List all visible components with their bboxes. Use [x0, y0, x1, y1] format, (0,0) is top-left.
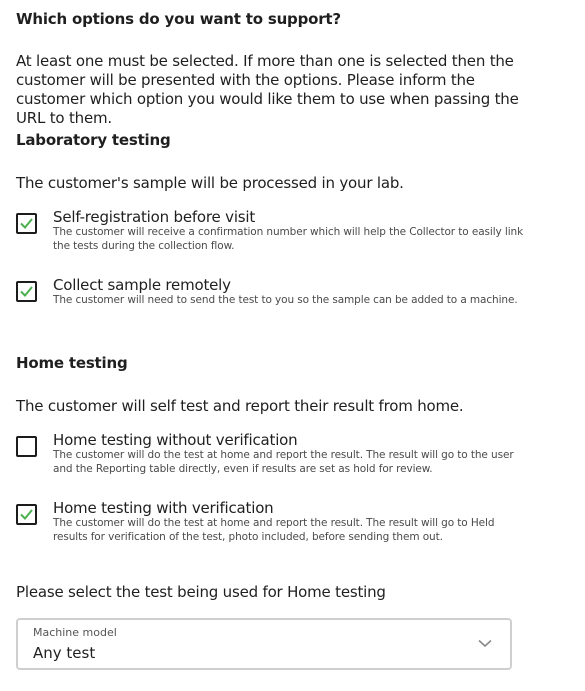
support-title: Which options do you want to support?: [16, 10, 341, 28]
collect-remotely-label: Collect sample remotely: [53, 276, 231, 294]
checkmark-icon: [19, 216, 34, 231]
machine-model-label: Machine model: [33, 626, 117, 639]
home-without-verification-checkbox[interactable]: [16, 436, 37, 457]
collect-remotely-description: The customer will need to send the test to you so the sample can be added to a machine.: [53, 294, 518, 306]
home-without-verification-label: Home testing without verification: [53, 431, 298, 449]
machine-model-select[interactable]: [16, 618, 512, 670]
self-registration-description: The customer will receive a confirmation number which will help the Collector to easily link the tests during the collection flow.: [53, 226, 524, 252]
home-testing-description: The customer will self test and report their result from home.: [16, 397, 464, 415]
self-registration-checkbox[interactable]: [16, 213, 37, 234]
home-with-verification-checkbox[interactable]: [16, 504, 37, 525]
machine-model-value: Any test: [33, 644, 96, 662]
home-with-verification-label: Home testing with verification: [53, 499, 274, 517]
support-description: At least one must be selected. If more than one is selected then the customer will be presented with the options. Please inform the customer which option you would like them to use when passing the URL to them.: [16, 52, 519, 127]
self-registration-label: Self-registration before visit: [53, 208, 256, 226]
laboratory-title: Laboratory testing: [16, 131, 171, 149]
chevron-down-icon: [478, 639, 492, 648]
test-select-prompt: Please select the test being used for Home testing: [16, 583, 386, 601]
checkmark-icon: [19, 284, 34, 299]
home-with-verification-description: The customer will do the test at home and report the result. The result will go to Held results for verification of the test, photo included, before sending them out.: [53, 517, 495, 543]
collect-remotely-checkbox[interactable]: [16, 281, 37, 302]
laboratory-description: The customer's sample will be processed in your lab.: [16, 174, 404, 192]
home-testing-title: Home testing: [16, 354, 128, 372]
home-without-verification-description: The customer will do the test at home and report the result. The result will go to the user and the Reporting table directly, even if results are set as hold for review.: [53, 449, 514, 475]
checkmark-icon: [19, 507, 34, 522]
